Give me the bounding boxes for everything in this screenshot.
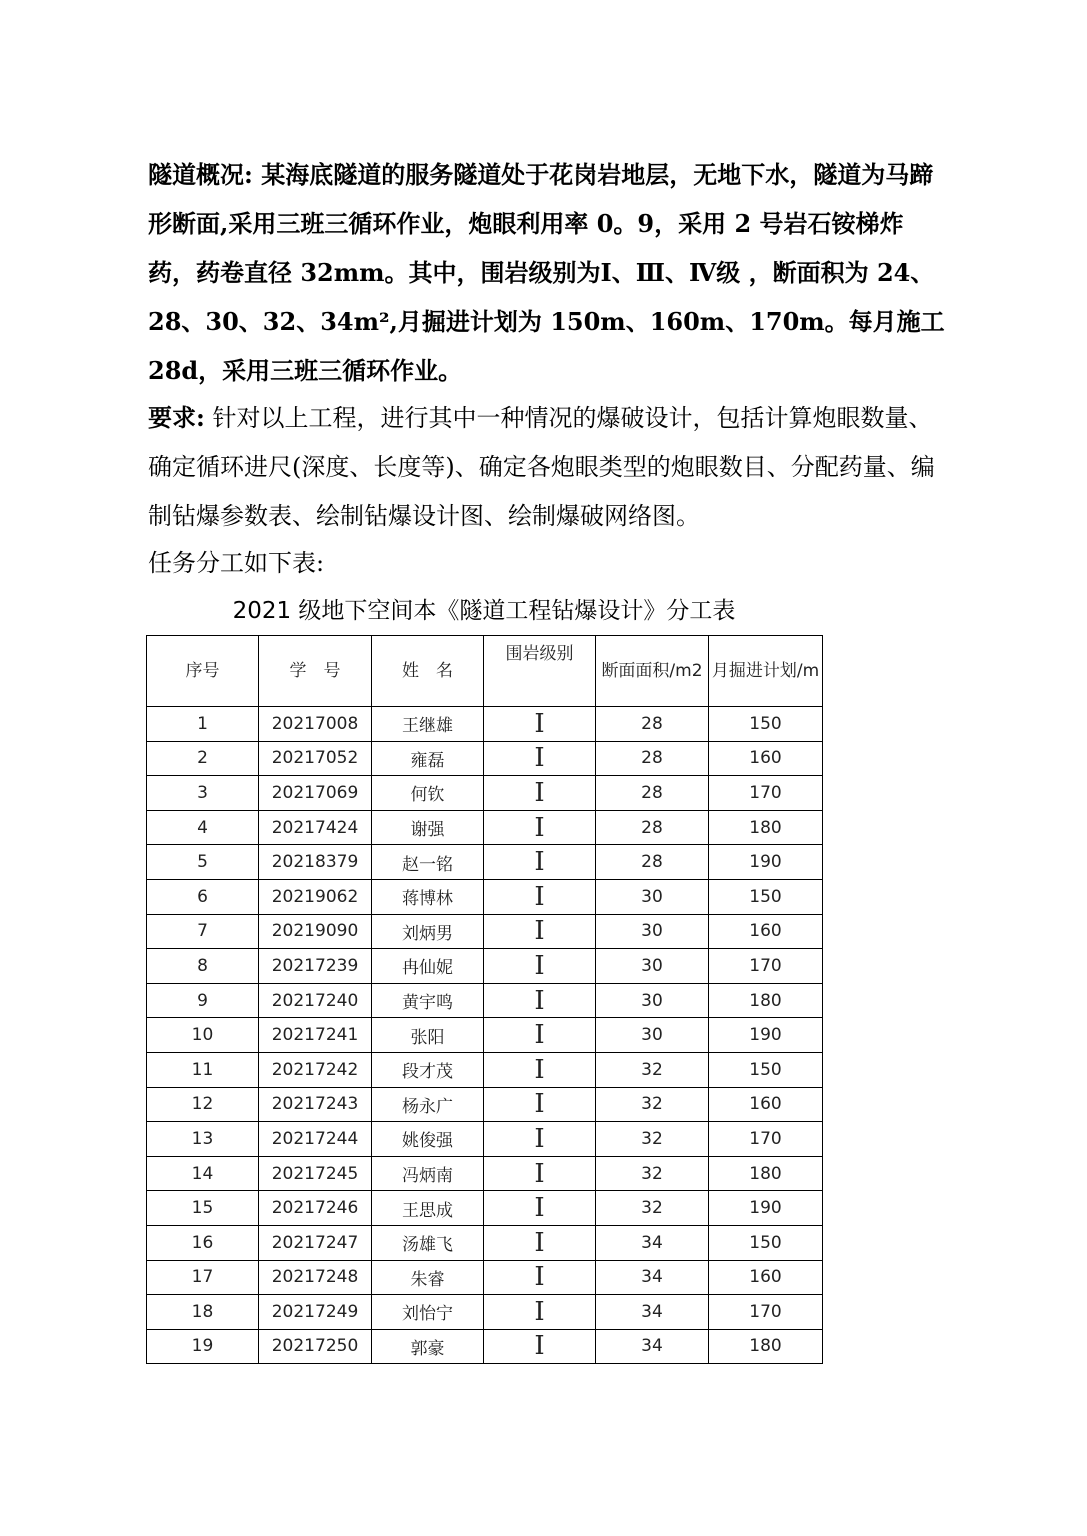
cell-name: 王继雄 (372, 707, 484, 742)
header-name: 姓 名 (372, 636, 484, 707)
cell-name: 谢强 (372, 810, 484, 845)
cell-plan: 180 (709, 810, 823, 845)
cell-student-id: 20217246 (259, 1191, 372, 1226)
table-row (147, 1225, 823, 1260)
table-row (147, 1295, 823, 1330)
cell-rock-grade: I (484, 845, 596, 880)
cell-area: 28 (596, 707, 709, 742)
cell-rock-grade: I (484, 1122, 596, 1157)
cell-name: 刘炳男 (372, 914, 484, 949)
cell-area: 30 (596, 879, 709, 914)
cell-name: 朱睿 (372, 1260, 484, 1295)
cell-plan: 160 (709, 914, 823, 949)
cell-student-id: 20217247 (259, 1225, 372, 1260)
cell-plan: 190 (709, 845, 823, 880)
cell-index: 12 (147, 1087, 259, 1122)
cell-student-id: 20217243 (259, 1087, 372, 1122)
table-row (147, 1156, 823, 1191)
cell-area: 30 (596, 983, 709, 1018)
cell-area: 32 (596, 1156, 709, 1191)
cell-student-id: 20219090 (259, 914, 372, 949)
table-row (147, 1018, 823, 1053)
cell-index: 13 (147, 1122, 259, 1157)
overview-label: 隧道概况: (148, 160, 253, 189)
table-row (147, 983, 823, 1018)
cell-plan: 160 (709, 741, 823, 776)
cell-area: 28 (596, 810, 709, 845)
cell-area: 28 (596, 845, 709, 880)
table-row (147, 1191, 823, 1226)
cell-rock-grade: I (484, 983, 596, 1018)
cell-area: 34 (596, 1295, 709, 1330)
cell-student-id: 20217424 (259, 810, 372, 845)
cell-rock-grade: I (484, 1018, 596, 1053)
cell-index: 7 (147, 914, 259, 949)
cell-student-id: 20217248 (259, 1260, 372, 1295)
cell-student-id: 20217250 (259, 1329, 372, 1364)
cell-rock-grade: I (484, 1295, 596, 1330)
cell-name: 郭豪 (372, 1329, 484, 1364)
cell-area: 30 (596, 914, 709, 949)
cell-name: 杨永广 (372, 1087, 484, 1122)
cell-plan: 190 (709, 1018, 823, 1053)
cell-index: 15 (147, 1191, 259, 1226)
cell-plan: 180 (709, 1329, 823, 1364)
cell-index: 4 (147, 810, 259, 845)
header-rock-grade: 围岩级别 (484, 636, 596, 707)
cell-index: 3 (147, 776, 259, 811)
cell-name: 冯炳南 (372, 1156, 484, 1191)
cell-index: 1 (147, 707, 259, 742)
table-row (147, 879, 823, 914)
assignment-table (146, 635, 823, 1364)
cell-rock-grade: I (484, 810, 596, 845)
cell-student-id: 20217240 (259, 983, 372, 1018)
cell-student-id: 20217069 (259, 776, 372, 811)
cell-area: 28 (596, 776, 709, 811)
cell-area: 28 (596, 741, 709, 776)
cell-area: 30 (596, 949, 709, 984)
cell-name: 汤雄飞 (372, 1225, 484, 1260)
cell-student-id: 20217239 (259, 949, 372, 984)
cell-plan: 150 (709, 1225, 823, 1260)
cell-plan: 150 (709, 879, 823, 914)
cell-rock-grade: I (484, 1225, 596, 1260)
cell-area: 34 (596, 1260, 709, 1295)
cell-name: 王思成 (372, 1191, 484, 1226)
cell-student-id: 20217245 (259, 1156, 372, 1191)
cell-name: 雍磊 (372, 741, 484, 776)
header-plan: 月掘进计划/m (709, 636, 823, 707)
table-row (147, 1052, 823, 1087)
requirement-label: 要求: (148, 403, 205, 432)
cell-plan: 160 (709, 1087, 823, 1122)
cell-student-id: 20217008 (259, 707, 372, 742)
header-student-id: 学 号 (259, 636, 372, 707)
cell-student-id: 20217052 (259, 741, 372, 776)
cell-rock-grade: I (484, 1329, 596, 1364)
cell-student-id: 20219062 (259, 879, 372, 914)
overview-text: 某海底隧道的服务隧道处于花岗岩地层，无地下水，隧道为马蹄形断面,采用三班三循环作业，炮眼利用率 0。9，采用 2 号岩石铵梯炸药，药卷直径 32mm。其中，围岩级别为Ⅰ、Ⅲ、Ⅳ级 ，断面积为 24、28、30、32、34m²,月掘进计划为 150m、160m、170m。每月施工 28d，采用三班三循环作业。 (148, 160, 945, 385)
cell-area: 32 (596, 1191, 709, 1226)
cell-plan: 160 (709, 1260, 823, 1295)
cell-index: 16 (147, 1225, 259, 1260)
cell-rock-grade: I (484, 776, 596, 811)
cell-plan: 150 (709, 707, 823, 742)
cell-index: 5 (147, 845, 259, 880)
table-header-row (147, 636, 823, 707)
cell-area: 32 (596, 1052, 709, 1087)
table-row (147, 914, 823, 949)
cell-rock-grade: I (484, 879, 596, 914)
cell-area: 32 (596, 1087, 709, 1122)
table-row (147, 1087, 823, 1122)
cell-index: 2 (147, 741, 259, 776)
cell-plan: 180 (709, 1156, 823, 1191)
cell-student-id: 20217244 (259, 1122, 372, 1157)
cell-plan: 180 (709, 983, 823, 1018)
header-index: 序号 (147, 636, 259, 707)
cell-plan: 150 (709, 1052, 823, 1087)
cell-index: 11 (147, 1052, 259, 1087)
table-row (147, 1260, 823, 1295)
cell-index: 10 (147, 1018, 259, 1053)
cell-name: 赵一铭 (372, 845, 484, 880)
table-row (147, 776, 823, 811)
cell-index: 6 (147, 879, 259, 914)
table-row (147, 845, 823, 880)
cell-rock-grade: I (484, 741, 596, 776)
table-row (147, 810, 823, 845)
cell-rock-grade: I (484, 1052, 596, 1087)
overview-paragraph (148, 150, 948, 395)
cell-plan: 170 (709, 949, 823, 984)
table-row (147, 949, 823, 984)
cell-rock-grade: I (484, 914, 596, 949)
cell-name: 蒋博林 (372, 879, 484, 914)
cell-rock-grade: I (484, 1191, 596, 1226)
cell-name: 段才茂 (372, 1052, 484, 1087)
table-row (147, 1122, 823, 1157)
table-title: 2021 级地下空间本《隧道工程钻爆设计》分工表 (232, 598, 736, 624)
cell-plan: 170 (709, 776, 823, 811)
cell-index: 17 (147, 1260, 259, 1295)
cell-plan: 170 (709, 1122, 823, 1157)
cell-name: 姚俊强 (372, 1122, 484, 1157)
cell-rock-grade: I (484, 1260, 596, 1295)
cell-index: 19 (147, 1329, 259, 1364)
cell-index: 9 (147, 983, 259, 1018)
cell-student-id: 20217249 (259, 1295, 372, 1330)
table-row (147, 741, 823, 776)
cell-plan: 190 (709, 1191, 823, 1226)
cell-student-id: 20217242 (259, 1052, 372, 1087)
cell-index: 8 (147, 949, 259, 984)
requirement-text: 针对以上工程，进行其中一种情况的爆破设计，包括计算炮眼数量、确定循环进尺(深度、长度等)、确定各炮眼类型的炮眼数目、分配药量、编制钻爆参数表、绘制钻爆设计图、绘制爆破网络图。 (148, 404, 935, 530)
cell-area: 30 (596, 1018, 709, 1053)
cell-plan: 170 (709, 1295, 823, 1330)
table-row (147, 707, 823, 742)
cell-index: 14 (147, 1156, 259, 1191)
cell-rock-grade: I (484, 707, 596, 742)
cell-student-id: 20217241 (259, 1018, 372, 1053)
cell-name: 冉仙妮 (372, 949, 484, 984)
table-row (147, 1329, 823, 1364)
cell-rock-grade: I (484, 949, 596, 984)
header-area: 断面面积/m2 (596, 636, 709, 707)
cell-area: 34 (596, 1329, 709, 1364)
cell-rock-grade: I (484, 1087, 596, 1122)
cell-name: 刘怡宁 (372, 1295, 484, 1330)
cell-area: 34 (596, 1225, 709, 1260)
requirement-paragraph (148, 393, 948, 541)
cell-index: 18 (147, 1295, 259, 1330)
task-intro: 任务分工如下表: (148, 549, 325, 577)
cell-name: 张阳 (372, 1018, 484, 1053)
cell-student-id: 20218379 (259, 845, 372, 880)
cell-name: 黄宇鸣 (372, 983, 484, 1018)
cell-rock-grade: I (484, 1156, 596, 1191)
cell-name: 何钦 (372, 776, 484, 811)
cell-area: 32 (596, 1122, 709, 1157)
